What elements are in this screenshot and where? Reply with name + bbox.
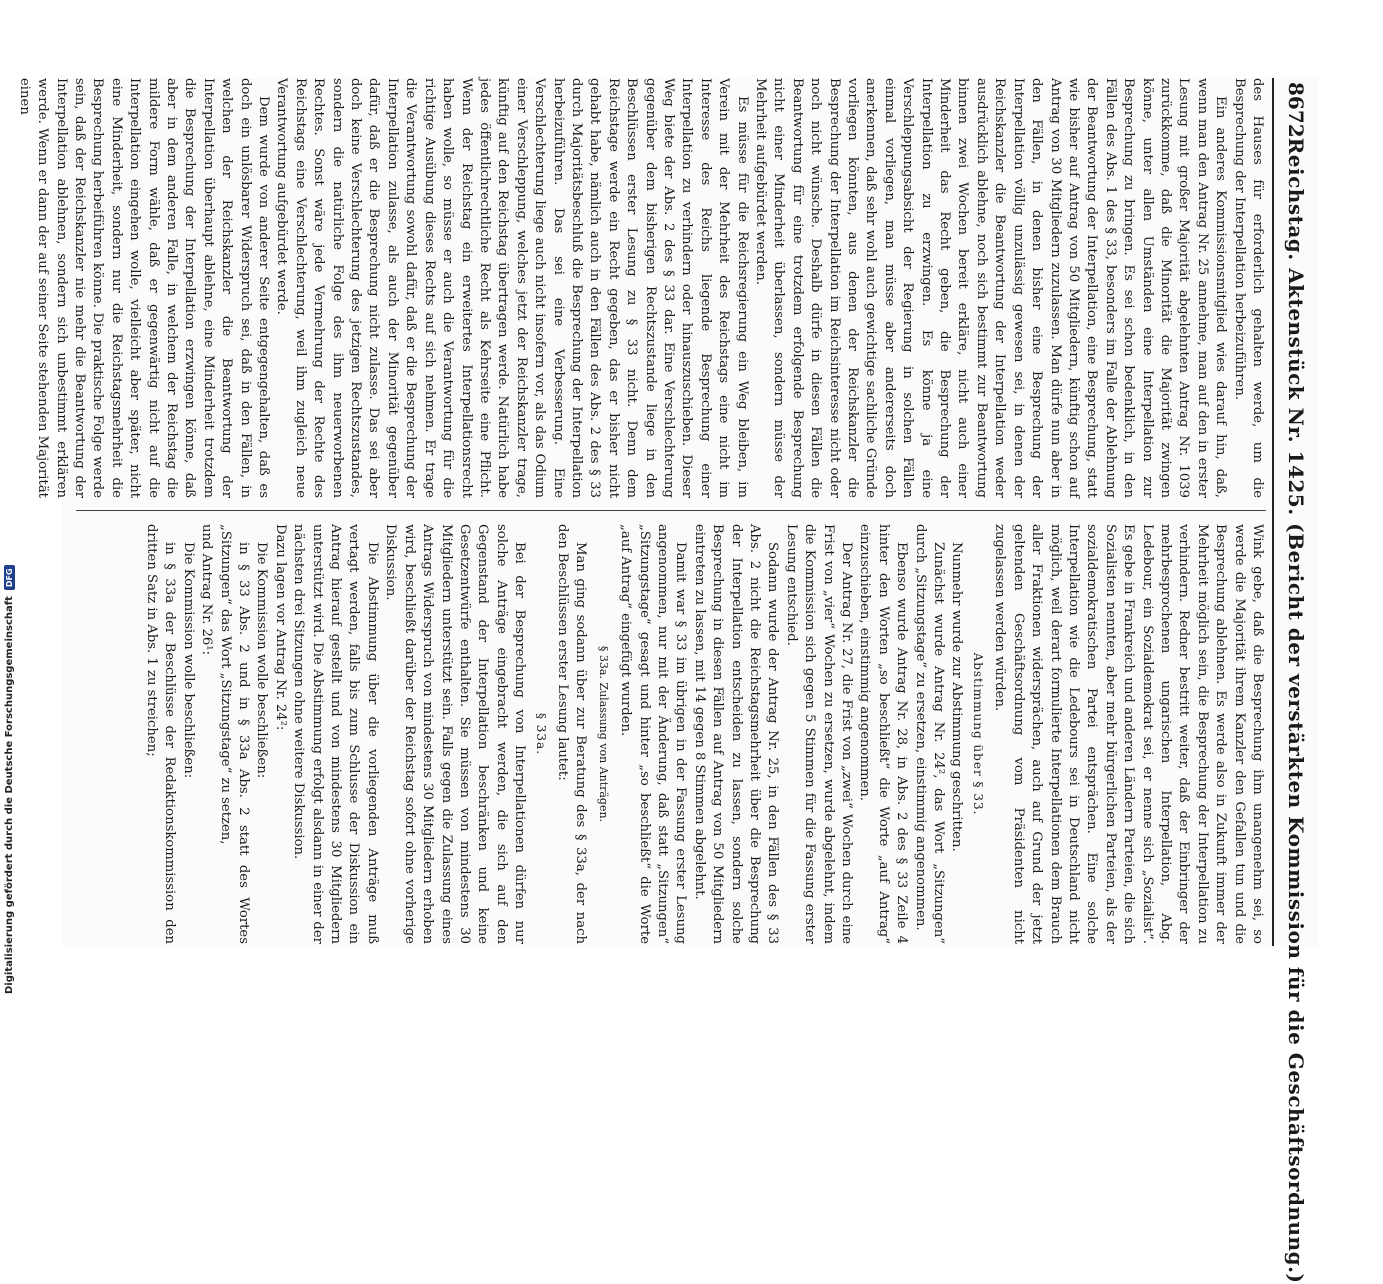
paragraph: Wink gebe, daß die Besprechung ihm unangenehm sei, so werde die Majorität ihrem Kanzler den Gefallen tun und die Besprechung ablehnen. Es werde also in Zukunft immer der Mehrheit möglich sein, die Besprechung der Interpellation zu verhindern. Redner bestritt weiter, daß der Einbringer der mehrbesprochenen ungarischen Interpellation, Abg. Ledebour, ein Sozialdemokrat sei, er nenne sich „Sozialist“. Es gebe in Frankreich und anderen Ländern Parteien, die sich Sozialisten nennten, aber mehr bürgerlichen Parteien, als der sozialdemokratischen Partei entsprächen. Eine solche Interpellation wie die Ledebours sei in Deutschland nicht möglich, weil derart formulierte Interpellationen dem Brauch aller Fraktionen widersprächen, auch auf Grund der jetzt geltenden Geschäftsordnung vom Präsidenten nicht zugelassen werden würden.	[992, 524, 1265, 944]
paragraph: Der Antrag Nr. 27, die Frist von „zwei“ Wochen durch eine Frist von „vier“ Wochen zu ersetzen, wurde abgelehnt, indem die Kommission sich gegen 5 Stimmen für die Fassung erster Lesung entschied.	[783, 524, 855, 944]
page-number: 8672	[1284, 82, 1308, 138]
paragraph: Dem wurde von anderer Seite entgegengehalten, daß es doch ein unlösbarer Widerspruch sei, daß in den Fällen, in welchen der Reichskanzler die Beantwortung der Interpellation überhaupt ablehne, eine Minderheit trotzdem die Besprechung der Interpellation erzwingen könne, daß aber in dem anderen Falle, in welchem der Reichstag die mildere Form wähle, daß er gegenwärtig nicht auf die Interpellation eingehen wolle, vielleicht aber später, nicht eine Minderheit, sondern nur die Reichstagsmehrheit die Besprechung herbeiführen könne. Die praktische Folge werde sein, daß der Reichskanzler nie mehr die Beantwortung der Interpellation ablehnen, sondern sich unbestimmt erklären werde. Wenn er dann der auf seiner Seite stehenden Majorität einen	[16, 78, 272, 498]
right-column	[142, 524, 1266, 944]
paragraph: Ebenso wurde Antrag Nr. 28, in Abs. 2 des § 33 Zeile 4 hinter den Worten „so beschließt“ die Worte „auf Antrag“ einzuschieben, einstimmig angenommen.	[857, 524, 910, 944]
rotated-page	[16, 78, 1318, 1284]
paragraph: und Antrag Nr. 26¹:	[199, 524, 215, 656]
paragraph: Zunächst wurde Antrag Nr. 24², das Wort „Sitzungen“ durch „Sitzungstage“ zu ersetzen, einstimmig angenommen.	[912, 524, 947, 944]
dfg-logo: DFG	[4, 565, 15, 590]
paragraph: Sodann wurde der Antrag Nr. 25, in den Fällen des § 33 Abs. 2 nicht die Reichstagsmehrheit über die Besprechung der Interpellation entscheiden zu lassen, sondern solche Besprechung in diesen Fällen auf Antrag von 50 Mitgliedern eintreten zu lassen, mit 14 gegen 8 Stimmen abgelehnt.	[691, 524, 781, 944]
credit-text: Digitalisierung gefördert durch die Deutsche Forschungsgemeinschaft	[4, 596, 15, 994]
page-title: Reichstag. Aktenstück Nr. 1425. (Bericht der verstärkten Kommission für die Geschäftsordnung.)	[1284, 137, 1308, 1284]
paragraph: Die Kommission wolle beschließen:	[254, 542, 270, 779]
left-column	[14, 78, 1266, 498]
section-heading: § 33a. Zulassung von Anträgen.	[596, 645, 610, 823]
paragraph: Damit war § 33 im übrigen in der Fassung erster Lesung angenommen, nur mit der Änderung, daß statt „Sitzungen“ „Sitzungstage“ gesagt und hinter „so beschließt“ die Worte „auf Antrag“ eingefügt wurden.	[618, 524, 689, 944]
column-divider	[76, 510, 1266, 511]
paragraph: Nunmehr wurde zur Abstimmung geschritten.	[949, 542, 965, 852]
page-header	[1272, 78, 1318, 1284]
section-label: § 33a.	[533, 712, 548, 756]
paragraph: in § 33a der Beschlüsse der Redaktionskommission den dritten Satz in Abs. 1 zu streichen;	[144, 524, 178, 944]
paragraph: Bei der Besprechung von Interpellationen dürfen nur solche Anträge eingebracht werden, die sich auf den Gegenstand der Interpellation beschränken und keine Gesetzentwürfe enthalten. Sie müssen von mindestens 30 Mitgliedern unterstützt sein. Falls gegen die Zulassung eines Antrags Widerspruch von mindestens 30 Mitgliedern erhoben wird, beschließt darüber der Reichstag sofort ohne vorherige Diskussion.	[383, 524, 528, 944]
section-heading: Abstimmung über § 33.	[970, 652, 985, 816]
digitization-credit	[4, 4, 15, 994]
paragraph: Die Abstimmung über die vorliegenden Anträge muß vertagt werden, falls bis zum Schlusse der Diskussion ein Antrag hierauf gestellt und von mindestens 30 Mitgliedern unterstützt wird. Die Abstimmung erfolgt alsdann in einer der nächsten drei Sitzungen ohne weitere Diskussion.	[291, 524, 380, 944]
paragraph: Die Kommission wolle beschließen:	[180, 542, 196, 779]
paragraph: Es müsse für die Reichsregierung ein Weg bleiben, im Verein mit der Mehrheit des Reichstags eine nicht im Interesse des Reichs liegende Besprechung einer Interpellation zu verhindern oder hinauszuschieben. Dieser Weg biete der Abs. 2 des § 33 dar. Eine Verschlechterung gegenüber dem bisherigen Rechtszustande liege in den Beschlüssen erster Lesung zu § 33 nicht. Denn dem Reichstage werde ein Recht gegeben, das er bisher nicht gehabt habe, nämlich auch in den Fällen des Abs. 2 des § 33 durch Majoritätsbeschluß die Besprechung der Interpellation herbeizuführen. Das sei eine Verbesserung. Eine Verschlechterung liege auch nicht insofern vor, als das Odium einer Verschleppung, welches jetzt der Reichskanzler trage, künftig auf den Reichstag übertragen werde. Natürlich habe jedes öffentlichrechtliche Recht als Kehrseite eine Pflicht. Wenn der Reichstag ein erweitertes Interpellationsrecht haben wolle, so müsse er auch die Verantwortung für die richtige Ausübung dieses Rechts auf sich nehmen. Er trage die Verantwortung sowohl dafür, daß er die Besprechung der Interpellation zulasse, als auch der Minorität gegenüber dafür, daß er die Besprechung nicht zulasse. Das sei aber doch keine Verschlechterung des jetzigen Rechtszustandes, sondern die natürliche Folge des ihm neuerworbenen Rechtes. Sonst wäre jede Vermehrung der Rechte des Reichstags eine Verschlechterung, weil ihm zugleich neue Verantwortung aufgebürdet werde.	[274, 78, 750, 498]
paragraph: in § 33 Abs. 2 und in § 33a Abs. 2 statt des Wortes „Sitzungen“ das Wort „Sitzungstage“ zu setzen,	[217, 524, 252, 944]
paragraph: Ein anderes Kommissionsmitglied wies darauf hin, daß, wenn man den Antrag Nr. 25 annehme, man auf den in erster Lesung mit großer Majorität abgelehnten Antrag Nr. 1039 zurückkomme, daß die Minorität die Majorität zwingen könne, unter allen Umständen eine Interpellation zur Besprechung zu bringen. Es sei schon bedenklich, in den Fällen des Abs. 1 des § 33, besonders im Falle der Ablehnung der Beantwortung der Interpellation, eine Besprechung, statt wie bisher auf Antrag von 50 Mitgliedern, künftig schon auf Antrag von 30 Mitgliedern zuzulassen. Man dürfe nun aber in den Fällen, in denen bisher eine Besprechung der Interpellation völlig unzulässig gewesen sei, in denen der Reichskanzler die Beantwortung der Interpellation weder ausdrücklich ablehne, noch sich bestimmt zur Beantwortung binnen zwei Wochen bereit erkläre, nicht auch einer Minderheit das Recht geben, die Besprechung der Interpellation zu erzwingen. Es könne ja eine Verschleppungsabsicht der Regierung in solchen Fällen einmal vorliegen, man müsse aber andererseits doch anerkennen, daß sehr wohl auch gewichtige sachliche Gründe vorliegen könnten, aus denen der Reichskanzler die Besprechung der Interpellation im Reichsinteresse nicht oder noch nicht wünsche. Deshalb dürfe in diesen Fällen die Beantwortung für eine trotzdem erfolgende Besprechung nicht einer Minderheit überlassen, sondern müsse der Mehrheit aufgebürdet werden.	[753, 78, 1229, 498]
paragraph: des Hauses für erforderlich gehalten werde, um die Besprechung der Interpellation herbeizuführen.	[1231, 78, 1265, 498]
paragraph: Man ging sodann über zur Beratung des § 33a, der nach den Beschlüssen erster Lesung lautet:	[554, 524, 589, 944]
paragraph: Dazu lagen vor Antrag Nr. 24²:	[272, 524, 288, 731]
